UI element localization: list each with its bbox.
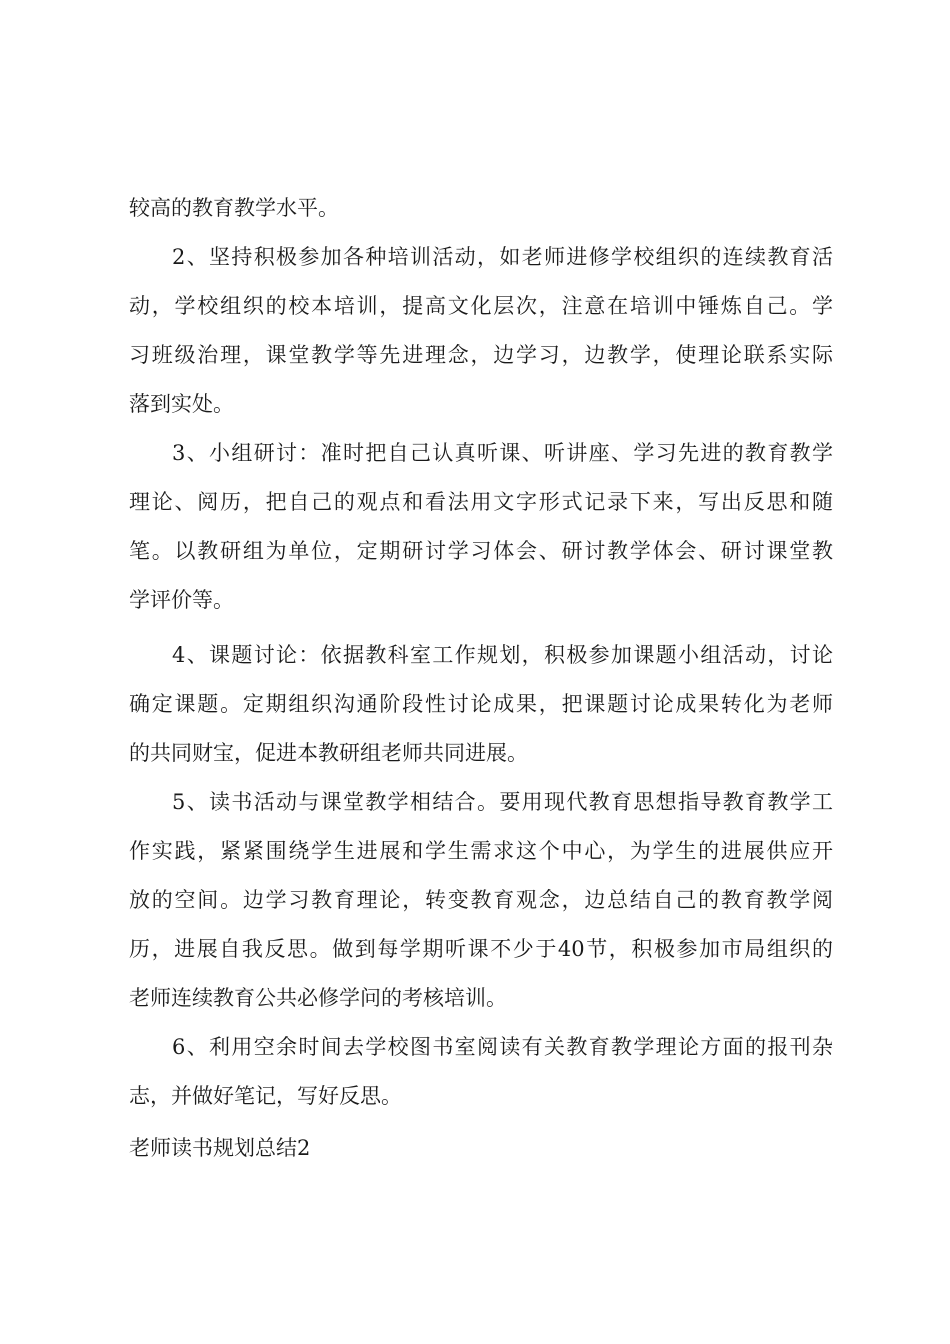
paragraph-line: 的共同财宝，促进本教研组老师共同进展。 — [129, 741, 528, 765]
paragraph-line: 理论、阅历，把自己的观点和看法用文字形式记录下来，写出反思和随 — [129, 490, 833, 514]
paragraph-line: 落到实处。 — [129, 392, 234, 416]
paragraph-line: 较高的教育教学水平。 — [129, 196, 339, 220]
paragraph-line: 5、读书活动与课堂教学相结合。要用现代教育思想指导教育教学工 — [172, 790, 833, 814]
paragraph-line: 4、课题讨论：依据教科室工作规划，积极参加课题小组活动，讨论 — [172, 643, 833, 667]
paragraph-line: 历，进展自我反思。做到每学期听课不少于40节，积极参加市局组织的 — [129, 937, 833, 961]
paragraph-line: 老师连续教育公共必修学问的考核培训。 — [129, 986, 507, 1010]
paragraph-line: 作实践，紧紧围绕学生进展和学生需求这个中心，为学生的进展供应开 — [129, 839, 833, 863]
paragraph-line: 2、坚持积极参加各种培训活动，如老师进修学校组织的连续教育活 — [172, 245, 833, 269]
paragraph-line: 动，学校组织的校本培训，提高文化层次，注意在培训中锤炼自己。学 — [129, 294, 833, 318]
paragraph-line: 志，并做好笔记，写好反思。 — [129, 1084, 402, 1108]
paragraph-line: 放的空间。边学习教育理论，转变教育观念，边总结自己的教育教学阅 — [129, 888, 833, 912]
paragraph-line: 习班级治理，课堂教学等先进理念，边学习，边教学，使理论联系实际 — [129, 343, 833, 367]
paragraph-line: 笔。以教研组为单位，定期研讨学习体会、研讨教学体会、研讨课堂教 — [129, 539, 833, 563]
paragraph-line: 学评价等。 — [129, 588, 234, 612]
paragraph-line: 确定课题。定期组织沟通阶段性讨论成果，把课题讨论成果转化为老师 — [129, 692, 833, 716]
section-heading: 老师读书规划总结2 — [129, 1136, 311, 1160]
paragraph-line: 6、利用空余时间去学校图书室阅读有关教育教学理论方面的报刊杂 — [172, 1035, 833, 1059]
paragraph-line: 3、小组研讨：准时把自己认真听课、听讲座、学习先进的教育教学 — [172, 441, 833, 465]
